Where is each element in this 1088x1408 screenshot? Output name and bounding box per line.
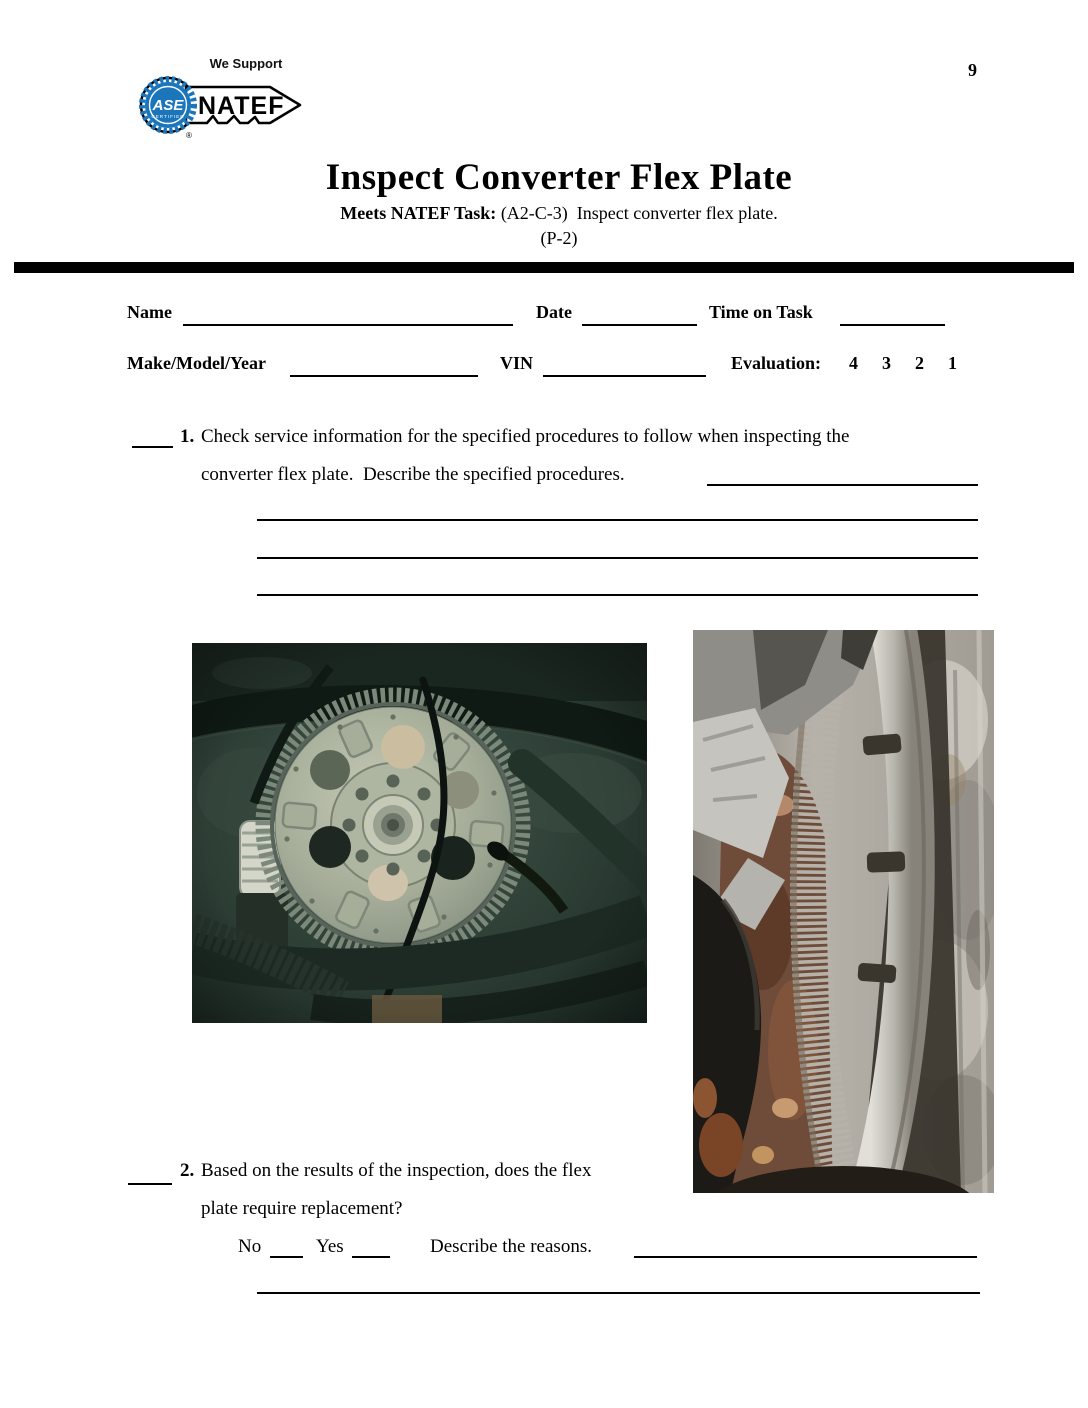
task1-check-blank (132, 430, 173, 448)
meets-natef-task-text: (A2-C-3) Inspect converter flex plate. (500, 203, 778, 223)
evaluation-score-1: 1 (948, 353, 957, 373)
evaluation-score-4: 4 (849, 353, 858, 373)
time-on-task-label: Time on Task (709, 302, 813, 322)
evaluation-score-3: 3 (882, 353, 891, 373)
no-blank (270, 1240, 303, 1258)
task1-text-line2: converter flex plate. Describe the specified procedures. (201, 464, 625, 485)
time-on-task-blank (840, 308, 945, 326)
date-blank (582, 308, 697, 326)
page-title: Inspect Converter Flex Plate (325, 157, 793, 198)
vin-blank (543, 359, 706, 377)
flex-plate-side-photo (693, 630, 994, 1193)
make-model-year-label: Make/Model/Year (127, 353, 266, 373)
name-blank (183, 308, 513, 326)
natef-text: NATEF (198, 92, 285, 120)
ase-text: ASE (152, 97, 184, 114)
date-label: Date (536, 302, 572, 322)
meets-natef-task-label: Meets NATEF Task: (340, 203, 497, 223)
meets-natef-task-line (30, 203, 1088, 224)
name-label: Name (127, 302, 172, 322)
make-model-year-blank (290, 359, 478, 377)
task1-answer-blank-0 (707, 468, 978, 486)
priority-code: (P-2) (540, 228, 578, 248)
task1-answer-line-3 (257, 594, 978, 596)
natef-key-logo-icon (128, 52, 308, 144)
task2-text-line1: Based on the results of the inspection, does the flex (201, 1160, 592, 1181)
task1-answer-line-1 (257, 519, 978, 521)
logo-support-text: We Support (209, 56, 283, 71)
page-number: 9 (968, 60, 977, 80)
no-label: No (238, 1236, 262, 1257)
task2-check-blank (128, 1167, 172, 1185)
task1-number: 1. (180, 426, 195, 447)
task2-text-line2: plate require replacement? (201, 1198, 403, 1219)
registered-mark: ® (186, 131, 192, 140)
flex-plate-front-photo (192, 643, 647, 1023)
flex-plate-front-photo-image (192, 643, 647, 1023)
task1-text-line1: Check service information for the specified procedures to follow when inspecting the (201, 426, 850, 447)
vin-label: VIN (500, 353, 534, 373)
task2-answer-line-1 (257, 1292, 980, 1294)
section-divider (14, 262, 1074, 273)
task1-answer-line-2 (257, 557, 978, 559)
ase-certified-text: CERTIFIED (151, 114, 185, 119)
describe-reasons-label: Describe the reasons. (430, 1236, 592, 1257)
task2-answer-blank-0 (634, 1240, 977, 1258)
task2-number: 2. (180, 1160, 195, 1181)
natef-logo (128, 52, 308, 144)
flex-plate-side-photo-image (693, 630, 994, 1193)
yes-label: Yes (316, 1236, 344, 1257)
evaluation-label: Evaluation: (731, 353, 822, 373)
yes-blank (352, 1240, 390, 1258)
evaluation-score-2: 2 (915, 353, 924, 373)
